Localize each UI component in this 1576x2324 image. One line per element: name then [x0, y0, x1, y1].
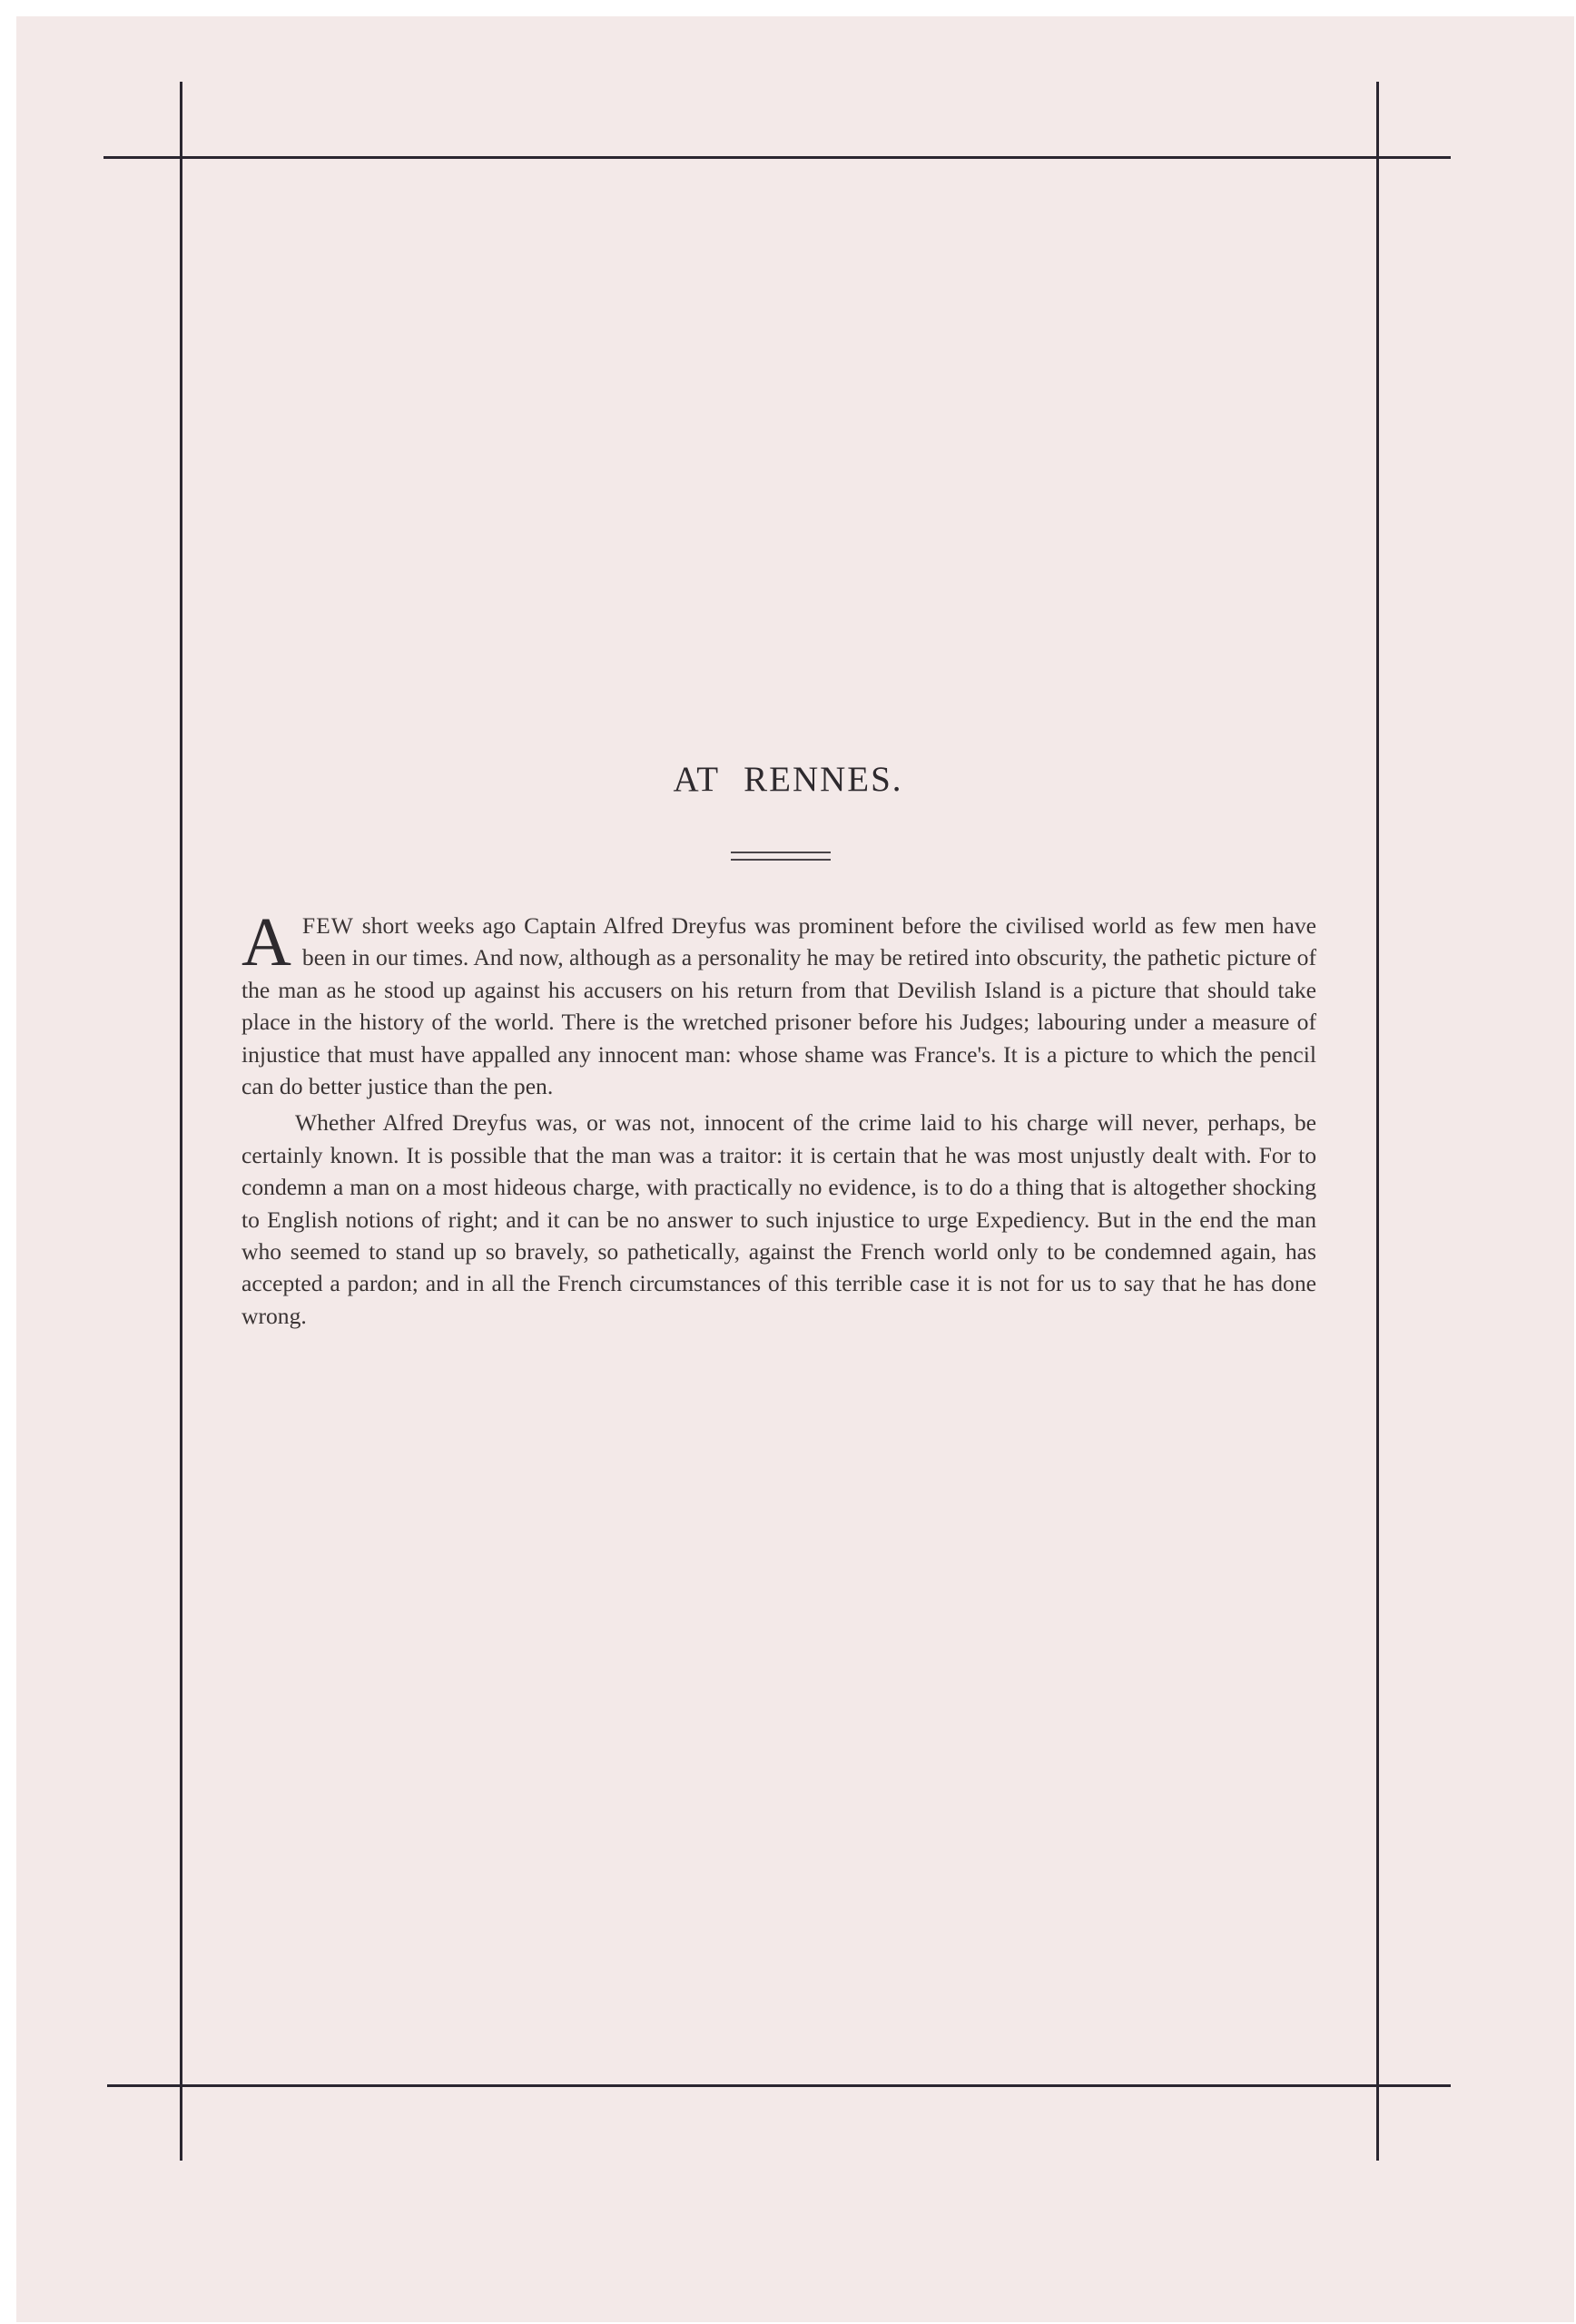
lead-caps: FEW [301, 912, 354, 939]
title-double-rule [731, 852, 831, 861]
paragraph-1-text: short weeks ago Captain Alfred Dreyfus was prominent before the civilised world as few men have been in our times. And now, although as a personality he may be retired into obscurity, the pathetic picture of the man as he stood up against his accusers on his return from that Devilish Island is a picture that should take place in the history of the world. There is the wretched prisoner before his Judges; labouring under a measure of injustice that must have appalled any innocent man: whose shame was France's. It is a picture to which the pencil can do better justice than the pen. [241, 912, 1316, 1100]
page-title [0, 759, 1576, 800]
right-border-rule [1376, 82, 1379, 2161]
title-word-at: AT [673, 760, 721, 799]
left-border-rule [180, 82, 182, 2161]
paragraph-1 [241, 904, 1316, 1102]
drop-cap: A [241, 904, 291, 980]
article-body [241, 904, 1316, 1332]
top-border-rule [103, 156, 1451, 159]
bottom-border-rule [107, 2084, 1451, 2087]
paragraph-2: Whether Alfred Dreyfus was, or was not, innocent of the crime laid to his charge will never, perhaps, be certainly known. It is possible that the man was a traitor: it is certain that he was most unjustly dealt with. For to condemn a man on a most hideous charge, with practically no evidence, is to do a thing that is altogether shocking to English notions of right; and it can be no answer to such injustice to urge Expediency. But in the end the man who seemed to stand up so bravely, so pathetically, against the French world only to be condemned again, has accepted a pardon; and in all the French circumstances of this terrible case it is not for us to say that he has done wrong. [241, 1109, 1316, 1329]
title-word-rennes: RENNES. [744, 760, 903, 799]
